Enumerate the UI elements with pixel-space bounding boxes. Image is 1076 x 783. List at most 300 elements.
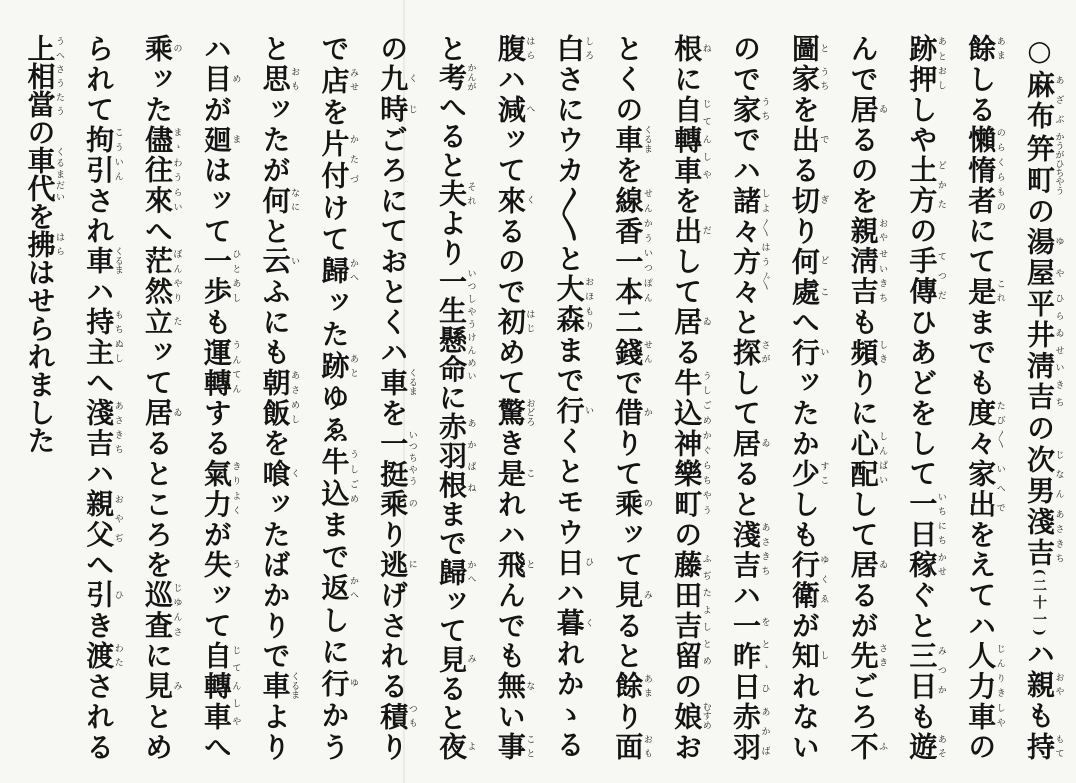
ruby-word bbox=[376, 367, 417, 399]
text-run: とくの bbox=[611, 34, 645, 126]
ruby-base: 人力車 bbox=[964, 641, 998, 733]
text-run: るのを bbox=[846, 125, 880, 217]
ruby-word bbox=[729, 185, 770, 308]
ruby-base: 拘引 bbox=[82, 125, 116, 186]
text-run: しる bbox=[964, 64, 998, 126]
ruby-word bbox=[141, 671, 182, 702]
furigana: み bbox=[465, 644, 476, 673]
text-column bbox=[186, 34, 245, 760]
text-column bbox=[950, 34, 1009, 760]
text-run: ハ bbox=[82, 458, 116, 490]
text-run: ッて bbox=[199, 580, 233, 642]
ruby-word bbox=[1023, 732, 1064, 761]
text-run: を bbox=[258, 428, 292, 459]
text-run: んでも bbox=[493, 580, 527, 672]
ruby-word bbox=[82, 307, 123, 368]
ruby-word bbox=[1023, 132, 1064, 196]
ruby-word bbox=[964, 34, 1005, 65]
text-run: より bbox=[435, 208, 469, 267]
text-run: しや bbox=[905, 94, 939, 156]
text-column bbox=[892, 34, 951, 760]
furigana: あとおし bbox=[935, 34, 946, 93]
ruby-word bbox=[317, 65, 358, 98]
text-column bbox=[1009, 34, 1068, 760]
furigana: の bbox=[171, 34, 182, 62]
ruby-word bbox=[905, 641, 946, 702]
furigana: あかば bbox=[759, 701, 770, 761]
text-run: る bbox=[670, 337, 704, 368]
furigana: ゆくゑ bbox=[818, 550, 829, 609]
ruby-base: 事 bbox=[493, 732, 527, 761]
ruby-word bbox=[670, 34, 711, 65]
furigana: と bbox=[524, 550, 535, 579]
text-run: かう bbox=[317, 700, 351, 761]
furigana: く bbox=[524, 185, 535, 214]
ruby-base: 返 bbox=[317, 573, 351, 606]
text-column bbox=[833, 34, 892, 760]
ruby-word bbox=[376, 550, 417, 581]
ruby-word bbox=[611, 337, 652, 368]
ruby-word bbox=[670, 367, 711, 520]
ruby-base: 心配 bbox=[846, 428, 880, 490]
furigana: かへ bbox=[347, 573, 358, 602]
ruby-base: 居 bbox=[141, 398, 175, 429]
furigana: それ bbox=[465, 179, 476, 208]
text-run: ふにも bbox=[258, 276, 292, 368]
furigana: い bbox=[818, 337, 829, 366]
furigana: さが bbox=[759, 337, 770, 366]
ruby-word bbox=[552, 274, 594, 336]
text-run: と bbox=[258, 216, 292, 247]
ruby-word bbox=[317, 129, 358, 193]
ruby-base: 度々 bbox=[964, 398, 998, 459]
text-run: が bbox=[199, 94, 233, 126]
furigana: ゐ bbox=[171, 398, 182, 427]
ruby-word bbox=[258, 458, 300, 490]
furigana: どかた bbox=[935, 155, 946, 214]
ruby-word bbox=[846, 246, 888, 308]
ruby-word bbox=[199, 64, 241, 95]
ruby-word bbox=[1023, 506, 1064, 569]
furigana: おも bbox=[289, 64, 300, 93]
ruby-base: 九時 bbox=[376, 64, 410, 126]
furigana: いつしやうけんめい bbox=[465, 266, 476, 382]
text-run: ッた bbox=[317, 287, 351, 352]
text-column bbox=[68, 34, 127, 760]
text-run: ッたばかりで bbox=[258, 489, 292, 672]
ruby-base: 飛 bbox=[493, 550, 527, 581]
text-run: して bbox=[846, 489, 880, 550]
furigana: しんぱい bbox=[877, 428, 888, 487]
furigana: ひ bbox=[112, 580, 123, 609]
text-run: ッた bbox=[141, 64, 175, 126]
ruby-word bbox=[82, 246, 123, 277]
ruby-word bbox=[964, 276, 1005, 308]
ruby-word bbox=[905, 246, 946, 308]
text-run: が bbox=[787, 610, 821, 642]
ruby-word bbox=[787, 185, 829, 217]
text-run: される bbox=[82, 671, 116, 761]
ruby-word bbox=[141, 580, 182, 642]
ruby-word bbox=[493, 458, 535, 490]
text-run: を bbox=[787, 94, 821, 126]
furigana: おや bbox=[1053, 670, 1064, 699]
ruby-base: 一歩 bbox=[199, 246, 233, 308]
furigana: くじ bbox=[406, 64, 417, 123]
ruby-word bbox=[82, 641, 123, 672]
ruby-base: 切 bbox=[787, 185, 821, 217]
ruby-base: 云 bbox=[258, 246, 292, 277]
ruby-word bbox=[787, 64, 829, 95]
furigana: ゆや bbox=[1053, 227, 1064, 287]
furigana: ふぢたよしとめ bbox=[700, 550, 711, 670]
ruby-base: 居 bbox=[846, 550, 880, 581]
ruby-word bbox=[611, 125, 652, 156]
ruby-word bbox=[493, 34, 535, 65]
furigana: と bbox=[818, 34, 829, 62]
text-run: るが bbox=[846, 580, 880, 642]
text-run: れない bbox=[787, 671, 821, 761]
furigana: つも bbox=[406, 701, 417, 730]
ruby-word bbox=[905, 155, 946, 217]
ruby-base: 見 bbox=[611, 580, 645, 611]
ruby-base: 面 bbox=[611, 732, 645, 761]
ruby-base: 車 bbox=[258, 671, 292, 702]
text-run: に bbox=[435, 383, 469, 413]
text-run: はッて bbox=[199, 155, 233, 247]
ruby-word bbox=[787, 125, 829, 156]
furigana: じゆんさ bbox=[171, 580, 182, 639]
ruby-word bbox=[729, 428, 770, 459]
text-run: で bbox=[317, 34, 351, 66]
ruby-base: 無 bbox=[493, 671, 527, 702]
furigana: もて bbox=[1053, 732, 1064, 761]
furigana: たび〳〵 bbox=[994, 398, 1005, 457]
ruby-word bbox=[729, 610, 770, 702]
furigana: わうらい bbox=[171, 155, 182, 214]
ruby-word bbox=[376, 489, 417, 520]
ruby-base: 赤羽 bbox=[729, 701, 763, 761]
text-run: るので bbox=[493, 216, 527, 308]
ruby-word bbox=[846, 216, 888, 247]
text-run: の bbox=[964, 732, 998, 761]
furigana: しき bbox=[877, 337, 888, 366]
ruby-base: 車代 bbox=[23, 146, 57, 202]
text-run: ゆゑ bbox=[317, 383, 351, 447]
text-run: り bbox=[611, 701, 645, 733]
text-run: ハ bbox=[493, 64, 527, 95]
text-run: の bbox=[376, 34, 410, 65]
ruby-base: 茫然 bbox=[141, 246, 175, 308]
ruby-base: 歸 bbox=[317, 256, 351, 288]
ruby-word bbox=[141, 34, 182, 65]
ruby-base: 淺吉 bbox=[729, 519, 763, 581]
furigana: しよ〳〵はう〴〵 bbox=[759, 185, 770, 299]
ruby-base: 行衛 bbox=[787, 550, 821, 611]
furigana: あさきち bbox=[1053, 506, 1064, 566]
text-run: ッて bbox=[611, 519, 645, 581]
ruby-word bbox=[964, 125, 1005, 217]
text-run: ごろにておとくハ bbox=[376, 125, 410, 368]
text-run: い bbox=[493, 701, 527, 733]
ruby-base: 諸々方々 bbox=[729, 185, 763, 308]
furigana: くるま bbox=[641, 125, 652, 154]
text-run: ッて bbox=[435, 586, 469, 645]
ruby-word bbox=[787, 34, 829, 65]
ruby-base: 上相當 bbox=[23, 34, 57, 118]
ruby-word bbox=[317, 446, 358, 511]
furigana: てつだ bbox=[935, 246, 946, 305]
furigana: ゐ bbox=[700, 307, 711, 336]
furigana: きりよく bbox=[230, 458, 241, 518]
text-run: を bbox=[376, 398, 410, 429]
furigana: もちぬし bbox=[112, 307, 123, 366]
ruby-base: 家出 bbox=[964, 458, 998, 520]
furigana: に bbox=[406, 550, 417, 578]
ruby-base: 居 bbox=[846, 94, 880, 126]
ruby-word bbox=[729, 337, 770, 368]
text-run: き bbox=[82, 610, 116, 642]
ruby-word bbox=[846, 94, 888, 126]
ruby-base: 親 bbox=[1023, 670, 1056, 702]
furigana: うち bbox=[818, 64, 829, 93]
ruby-base: 初 bbox=[493, 307, 527, 338]
ruby-word bbox=[141, 125, 182, 156]
ruby-base: 日 bbox=[552, 547, 586, 578]
text-column bbox=[10, 34, 69, 760]
furigana: むすめ bbox=[700, 701, 711, 730]
ruby-base: 一挺 bbox=[376, 428, 410, 490]
furigana: かせ bbox=[935, 549, 946, 578]
furigana: だ bbox=[700, 216, 711, 245]
ruby-base: 暮 bbox=[552, 608, 586, 639]
ruby-word bbox=[670, 94, 711, 186]
ruby-base: 線香一本 bbox=[611, 185, 645, 308]
text-run: と bbox=[729, 307, 763, 338]
furigana: の bbox=[406, 489, 417, 518]
ruby-base: 餘 bbox=[964, 34, 998, 65]
text-run: へ bbox=[82, 367, 116, 399]
furigana: いちにち bbox=[935, 489, 946, 548]
ruby-base: 居 bbox=[670, 307, 704, 338]
text-run: しに bbox=[317, 605, 351, 669]
ruby-word bbox=[552, 547, 594, 578]
furigana: おやぢ bbox=[112, 489, 123, 548]
ruby-base: 淺吉 bbox=[1023, 506, 1056, 569]
furigana: のらくらもの bbox=[994, 125, 1005, 214]
ruby-word bbox=[435, 557, 476, 587]
text-run: も bbox=[1023, 701, 1056, 733]
ruby-base: 巡査 bbox=[141, 580, 175, 642]
article-body bbox=[10, 34, 1068, 760]
ruby-word bbox=[258, 671, 300, 702]
ruby-word bbox=[670, 550, 711, 672]
text-run: ッて bbox=[493, 125, 527, 186]
ruby-word bbox=[82, 489, 123, 550]
furigana: うしごめかぐらちやう bbox=[700, 367, 711, 518]
text-run: ッたが bbox=[258, 94, 292, 186]
furigana: へ bbox=[524, 94, 535, 123]
text-run: ッたか bbox=[787, 367, 821, 459]
furigana: まゝ bbox=[171, 125, 182, 154]
ruby-word bbox=[846, 641, 888, 672]
ruby-base: 餘 bbox=[611, 671, 645, 702]
ruby-base: 跡押 bbox=[905, 34, 939, 95]
ruby-word bbox=[611, 580, 652, 611]
text-run: り bbox=[376, 519, 410, 550]
ruby-base: 是 bbox=[493, 458, 527, 490]
furigana: どこ bbox=[818, 246, 829, 305]
furigana: あさきち bbox=[112, 398, 123, 457]
text-column bbox=[245, 34, 304, 760]
text-run: ると bbox=[435, 673, 469, 733]
furigana: で bbox=[818, 125, 829, 154]
text-run: んで bbox=[846, 34, 880, 95]
text-run: りて bbox=[611, 428, 645, 490]
text-column bbox=[715, 34, 774, 760]
furigana: うんてん bbox=[230, 337, 241, 396]
ruby-base: 根 bbox=[670, 34, 704, 65]
ruby-word bbox=[376, 701, 417, 733]
ruby-base: 頻 bbox=[846, 337, 880, 368]
text-run: する bbox=[199, 398, 233, 459]
ruby-base: 借 bbox=[611, 398, 645, 429]
ruby-word bbox=[141, 155, 182, 217]
ruby-base: 家 bbox=[729, 94, 763, 126]
ruby-base: 出 bbox=[787, 125, 821, 156]
text-column bbox=[127, 34, 186, 760]
text-run: ると bbox=[611, 610, 645, 672]
ruby-base: 不 bbox=[846, 732, 880, 761]
text-run: れハ bbox=[493, 489, 527, 551]
ruby-base: 往來 bbox=[141, 155, 175, 217]
ruby-word bbox=[964, 458, 1005, 520]
text-run: ハ bbox=[552, 577, 586, 609]
ruby-base: 一昨日 bbox=[729, 610, 763, 702]
text-run: り bbox=[787, 216, 821, 247]
furigana: いつちやう bbox=[406, 428, 417, 487]
furigana: し bbox=[818, 641, 829, 670]
ruby-word bbox=[611, 185, 652, 308]
text-run: を bbox=[317, 97, 351, 130]
text-run: お bbox=[670, 732, 704, 761]
ruby-word bbox=[729, 519, 770, 581]
ruby-word bbox=[199, 125, 241, 156]
ruby-word bbox=[435, 63, 476, 93]
furigana: さき bbox=[877, 641, 888, 670]
ruby-base: 目 bbox=[199, 64, 233, 95]
furigana: ゐ bbox=[877, 94, 888, 123]
text-column bbox=[362, 34, 421, 760]
ruby-word bbox=[552, 395, 594, 427]
ruby-word bbox=[846, 428, 888, 490]
ruby-base: 手傳 bbox=[905, 246, 939, 308]
text-column bbox=[480, 34, 539, 760]
ruby-word bbox=[964, 641, 1005, 733]
furigana: じてんしや bbox=[700, 94, 711, 184]
ruby-base: 跡 bbox=[317, 351, 351, 384]
text-run: しも bbox=[787, 489, 821, 551]
ruby-base: 渡 bbox=[82, 641, 116, 672]
text-run: ので bbox=[729, 34, 763, 95]
ruby-base: 驚 bbox=[493, 398, 527, 429]
text-run: の bbox=[1023, 193, 1056, 228]
text-run: ハ bbox=[729, 580, 763, 611]
ruby-word bbox=[141, 398, 182, 429]
ruby-base: 朝飯 bbox=[258, 367, 292, 429]
ruby-word bbox=[670, 701, 711, 733]
ruby-word bbox=[493, 307, 535, 338]
ruby-base: 見 bbox=[435, 644, 469, 674]
ruby-base: 歸 bbox=[435, 557, 469, 587]
ruby-word bbox=[376, 64, 417, 126]
text-run: を bbox=[23, 202, 57, 230]
furigana: かへ bbox=[465, 557, 476, 586]
ruby-base: 行 bbox=[787, 337, 821, 368]
text-run: して bbox=[670, 246, 704, 308]
text-run: り bbox=[376, 732, 410, 761]
text-run: ッて bbox=[141, 337, 175, 399]
ruby-base: 大森 bbox=[552, 274, 586, 336]
text-run: も bbox=[846, 307, 880, 338]
ruby-word bbox=[670, 307, 711, 338]
ruby-base: 行 bbox=[552, 395, 586, 427]
text-column bbox=[539, 34, 598, 760]
ruby-word bbox=[23, 230, 64, 258]
text-run: へ bbox=[787, 307, 821, 338]
ruby-word bbox=[1023, 289, 1064, 414]
ruby-word bbox=[846, 732, 888, 761]
ruby-word bbox=[258, 367, 300, 429]
furigana: こういん bbox=[112, 125, 123, 184]
ruby-base: 牛込神樂町 bbox=[670, 367, 704, 520]
ruby-base: 片付 bbox=[317, 129, 351, 193]
furigana: た bbox=[171, 307, 182, 336]
ruby-base: 親 bbox=[846, 216, 880, 247]
text-run: はせられました bbox=[23, 258, 57, 454]
ruby-base: 夜 bbox=[435, 732, 469, 761]
ruby-base: 何處 bbox=[787, 246, 821, 308]
text-run: の bbox=[23, 118, 57, 146]
furigana: あさきち bbox=[759, 519, 770, 578]
text-run: とめ bbox=[141, 701, 175, 761]
furigana: あそ bbox=[935, 732, 946, 761]
text-run: をえてハ bbox=[964, 519, 998, 642]
ruby-word bbox=[611, 398, 652, 429]
furigana: かたづ bbox=[347, 129, 358, 189]
ruby-base: 拂 bbox=[23, 230, 57, 258]
furigana: すこ bbox=[818, 458, 829, 487]
ruby-base: 積 bbox=[376, 701, 410, 733]
furigana: ぼんやり bbox=[171, 246, 182, 305]
furigana: あま bbox=[641, 671, 652, 700]
text-run: して bbox=[729, 367, 763, 429]
ruby-base: 失 bbox=[199, 550, 233, 581]
ruby-base: 店 bbox=[317, 65, 351, 98]
text-run: まで bbox=[317, 510, 351, 574]
furigana: め bbox=[230, 64, 241, 93]
furigana: おほもり bbox=[583, 274, 594, 333]
ruby-word bbox=[23, 146, 64, 202]
ruby-base: 運轉 bbox=[199, 337, 233, 399]
text-run: へると bbox=[435, 92, 469, 180]
text-run: を bbox=[670, 185, 704, 217]
furigana: かうがひちやう bbox=[1053, 132, 1064, 196]
furigana: せん bbox=[641, 337, 652, 366]
furigana: うしごめ bbox=[347, 446, 358, 507]
furigana: これ bbox=[994, 276, 1005, 305]
ruby-word bbox=[435, 412, 476, 500]
